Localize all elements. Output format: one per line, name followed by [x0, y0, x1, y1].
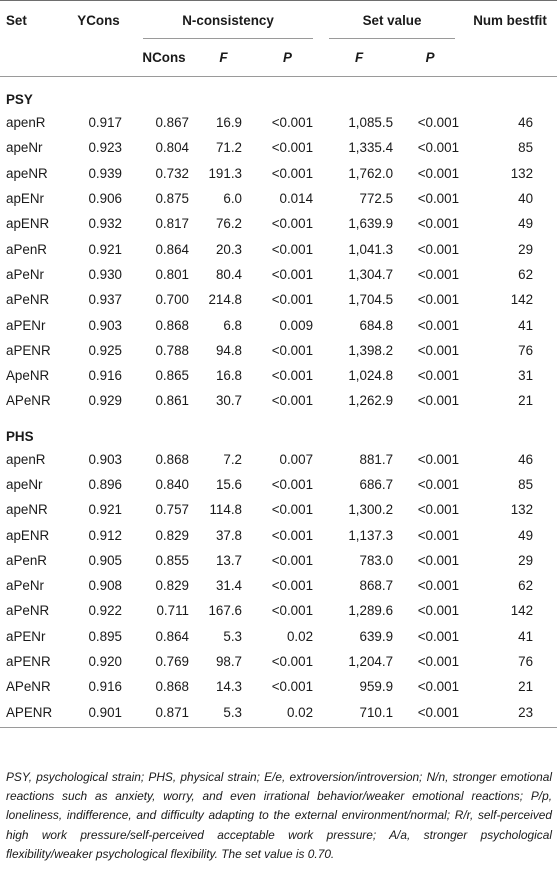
cell-set-p: <0.001 [417, 216, 460, 232]
cell-ycons: 0.905 [88, 552, 122, 568]
cell-set: apENR [6, 216, 50, 232]
table-row [0, 700, 557, 728]
cell-n-f: 30.7 [215, 393, 242, 409]
header-num-bestfit: Num bestfit [473, 12, 547, 28]
table-row [0, 548, 557, 573]
table-row [0, 287, 557, 312]
cell-n-p: 0.02 [254, 700, 321, 728]
cell-ycons: 0.923 [88, 140, 122, 156]
cell-set-f: 1,639.9 [348, 216, 394, 232]
cell-ncons: 0.865 [155, 368, 189, 384]
cell-n-f: 80.4 [215, 266, 242, 282]
cell-set-p: <0.001 [417, 241, 460, 257]
cell-n-p: <0.001 [271, 266, 314, 282]
cell-ycons: 0.921 [88, 241, 122, 257]
table-row [0, 388, 557, 413]
section-row [0, 77, 557, 111]
cell-set-p: <0.001 [417, 679, 460, 695]
cell-set-f: 783.0 [359, 552, 394, 568]
cell-ycons: 0.939 [88, 165, 122, 181]
header-n-p: P [283, 50, 292, 65]
cell-n-p: 0.014 [279, 191, 314, 207]
cell-num-bestfit: 23 [463, 700, 557, 728]
cell-n-f: 37.8 [215, 527, 242, 543]
cell-set-p: <0.001 [417, 266, 460, 282]
table-row [0, 649, 557, 674]
cell-ncons: 0.801 [155, 266, 189, 282]
cell-set-f: 868.7 [359, 578, 394, 594]
cell-ncons: 0.864 [155, 241, 189, 257]
cell-n-f: 6.0 [223, 191, 242, 207]
table-row [0, 363, 557, 388]
cell-set: aPenR [6, 241, 47, 257]
cell-ycons: 0.920 [88, 654, 122, 670]
group-rule [329, 38, 455, 39]
table-row [0, 573, 557, 598]
cell-num-bestfit: 41 [518, 628, 534, 644]
cell-set: aPENR [6, 654, 51, 670]
cell-ncons: 0.711 [156, 603, 189, 619]
cell-n-p: <0.001 [271, 679, 314, 695]
cell-set-f: 1,262.9 [348, 393, 394, 409]
table-row [0, 262, 557, 287]
cell-set-p: <0.001 [417, 527, 460, 543]
cell-num-bestfit: 85 [518, 140, 534, 156]
cell-num-bestfit: 62 [518, 266, 534, 282]
cell-ycons: 0.921 [88, 502, 122, 518]
cell-n-p: <0.001 [271, 603, 314, 619]
cell-n-p: 0.007 [279, 451, 314, 467]
cell-set: aPENr [6, 628, 46, 644]
cell-set-f: 686.7 [359, 477, 394, 492]
table-row [0, 674, 557, 699]
cell-num-bestfit: 21 [518, 393, 534, 409]
cell-n-p: <0.001 [271, 393, 314, 409]
cell-set-f: 639.9 [359, 628, 394, 644]
cell-n-f: 15.6 [215, 477, 242, 492]
header-set-f: F [354, 50, 364, 65]
table-row [0, 624, 557, 649]
cell-num-bestfit: 49 [518, 527, 534, 543]
cell-set-p: <0.001 [417, 477, 460, 492]
cell-n-f: 6.8 [223, 317, 242, 333]
cell-set-f: 1,398.2 [348, 342, 394, 358]
header-ycons: YCons [77, 12, 120, 28]
header-set-value [321, 1, 463, 40]
table-row [0, 447, 557, 472]
cell-set-f: 1,085.5 [348, 115, 394, 131]
cell-ncons: 0.840 [155, 477, 189, 492]
cell-n-p: <0.001 [271, 342, 314, 358]
cell-n-f: 214.8 [208, 292, 242, 308]
cell-n-f: 16.8 [215, 368, 242, 384]
cell-ycons: 0.932 [88, 216, 122, 232]
cell-n-f: 20.3 [215, 241, 242, 257]
cell-ncons: 0.875 [155, 191, 189, 207]
cell-set-p: <0.001 [397, 700, 463, 728]
cell-ncons: 0.732 [155, 165, 189, 181]
cell-n-f: 7.2 [223, 451, 242, 467]
cell-ycons: 0.906 [88, 191, 122, 207]
cell-set-p: <0.001 [417, 191, 460, 207]
cell-num-bestfit: 29 [518, 552, 534, 568]
cell-set: aPeNR [6, 292, 50, 308]
header-n-f: F [219, 50, 228, 65]
cell-ycons: 0.903 [88, 451, 122, 467]
cell-set: aPENR [6, 342, 51, 358]
cell-n-f: 98.7 [215, 654, 242, 670]
cell-num-bestfit: 62 [518, 578, 534, 594]
cell-ncons: 0.868 [155, 451, 189, 467]
cell-num-bestfit: 76 [518, 654, 534, 670]
cell-ycons: 0.908 [88, 578, 122, 594]
cell-num-bestfit: 46 [518, 115, 534, 131]
table-row [0, 338, 557, 363]
cell-set: apeNR [6, 502, 48, 518]
group-rule [143, 38, 313, 39]
cell-set-p: <0.001 [417, 165, 460, 181]
cell-set-p: <0.001 [417, 317, 460, 333]
cell-ncons: 0.804 [155, 140, 189, 156]
cell-n-f: 16.9 [215, 115, 242, 131]
cell-ncons: 0.871 [135, 700, 193, 728]
cell-set-f: 1,289.6 [348, 603, 394, 619]
cell-n-f: 5.3 [193, 700, 254, 728]
cell-set-f: 959.9 [359, 679, 394, 695]
cell-set: aPENr [6, 317, 46, 333]
cell-n-p: <0.001 [271, 578, 314, 594]
cell-ncons: 0.817 [155, 216, 189, 232]
header-set-value-label: Set value [362, 12, 422, 28]
cell-num-bestfit: 142 [510, 603, 534, 619]
cell-num-bestfit: 31 [518, 368, 534, 384]
header-blank [463, 39, 557, 77]
cell-set-p: <0.001 [417, 140, 460, 156]
cell-ycons: 0.916 [88, 679, 122, 695]
cell-n-f: 71.2 [215, 140, 242, 156]
section-row [0, 414, 557, 447]
table-body [0, 77, 557, 728]
cell-num-bestfit: 41 [518, 317, 534, 333]
cell-set-p: <0.001 [417, 502, 460, 518]
cell-num-bestfit: 46 [518, 451, 534, 467]
cell-ncons: 0.868 [155, 679, 189, 695]
header-set-p: P [425, 50, 435, 65]
cell-num-bestfit: 132 [510, 165, 534, 181]
cell-ncons: 0.864 [155, 628, 189, 644]
table-row [0, 312, 557, 337]
cell-ncons: 0.855 [155, 552, 189, 568]
cell-set: APeNR [6, 679, 51, 695]
cell-set-p: <0.001 [417, 628, 460, 644]
cell-set-p: <0.001 [417, 368, 460, 384]
cell-ncons: 0.757 [155, 502, 189, 518]
cell-num-bestfit: 76 [518, 342, 534, 358]
header-blank [0, 39, 62, 77]
header-n-consistency-label: N-consistency [182, 12, 274, 28]
table-header [0, 1, 557, 77]
table-row [0, 598, 557, 623]
cell-set: apeNR [6, 165, 48, 181]
cell-set-p: <0.001 [417, 292, 460, 308]
cell-num-bestfit: 49 [518, 216, 534, 232]
cell-set-p: <0.001 [417, 603, 460, 619]
cell-num-bestfit: 29 [518, 241, 534, 257]
cell-set-f: 710.1 [321, 700, 397, 728]
cell-ycons: 0.895 [88, 628, 122, 644]
header-blank [62, 39, 135, 77]
cell-ycons: 0.937 [88, 292, 122, 308]
cell-set-f: 1,204.7 [348, 654, 394, 670]
cell-ycons: 0.903 [88, 317, 122, 333]
cell-ycons: 0.912 [88, 527, 122, 543]
cell-num-bestfit: 85 [518, 477, 534, 492]
cell-set-p: <0.001 [417, 654, 460, 670]
cell-n-f: 114.8 [209, 502, 242, 518]
table-row [0, 161, 557, 186]
cell-set: aPeNr [6, 578, 44, 594]
cell-ncons: 0.861 [155, 393, 189, 409]
cell-n-p: <0.001 [271, 527, 314, 543]
cell-n-p: <0.001 [271, 477, 314, 492]
cell-n-p: <0.001 [271, 216, 314, 232]
cell-set-f: 1,304.7 [348, 266, 394, 282]
cell-set: apENR [6, 527, 50, 543]
cell-n-p: 0.02 [286, 628, 314, 644]
cell-set: aPeNr [6, 266, 44, 282]
cell-ycons: 0.896 [88, 477, 122, 492]
cell-n-f: 167.6 [208, 603, 242, 619]
cell-n-f: 5.3 [223, 628, 242, 644]
cell-n-p: <0.001 [271, 165, 314, 181]
cell-set-p: <0.001 [417, 552, 460, 568]
cell-num-bestfit: 142 [510, 292, 534, 308]
table-row [0, 186, 557, 211]
cell-ncons: 0.829 [155, 578, 189, 594]
cell-ycons: 0.929 [88, 393, 122, 409]
cell-set-p: <0.001 [417, 115, 460, 131]
cell-set: apeNr [6, 477, 43, 492]
cell-set-f: 772.5 [359, 191, 394, 207]
cell-n-p: <0.001 [271, 241, 314, 257]
cell-n-f: 191.3 [208, 165, 242, 181]
cell-ycons: 0.916 [88, 368, 122, 384]
cell-set: apenR [6, 451, 46, 467]
cell-set: aPeNR [6, 603, 50, 619]
cell-set-f: 1,024.8 [348, 368, 394, 384]
cell-set: ApeNR [6, 368, 50, 384]
cell-set-f: 1,300.2 [348, 502, 394, 518]
cell-ycons: 0.925 [88, 342, 122, 358]
table-row [0, 472, 557, 497]
cell-n-f: 14.3 [215, 679, 242, 695]
cell-n-f: 31.4 [215, 578, 242, 594]
cell-n-f: 94.8 [215, 342, 242, 358]
cell-n-p: 0.009 [279, 317, 314, 333]
table-row [0, 236, 557, 261]
cell-ycons: 0.901 [62, 700, 135, 728]
cell-set-f: 1,762.0 [348, 165, 394, 181]
header-n-consistency [135, 1, 321, 40]
cell-set: APENR [0, 700, 62, 728]
table-row [0, 135, 557, 160]
cell-n-p: <0.001 [271, 502, 314, 518]
cell-num-bestfit: 21 [518, 679, 534, 695]
cell-ncons: 0.769 [155, 654, 189, 670]
table-row [0, 110, 557, 135]
cell-n-p: <0.001 [271, 368, 314, 384]
table-row [0, 522, 557, 547]
cell-set: apenR [6, 115, 46, 131]
cell-set-f: 1,041.3 [348, 241, 394, 257]
cell-set-p: <0.001 [417, 451, 460, 467]
header-ncons: NCons [142, 50, 186, 65]
cell-num-bestfit: 40 [518, 191, 534, 207]
section-label: PHS [6, 428, 34, 444]
cell-n-p: <0.001 [271, 140, 314, 156]
cell-n-f: 76.2 [215, 216, 242, 232]
cell-set-f: 881.7 [359, 451, 394, 467]
table-row [0, 497, 557, 522]
cell-n-p: <0.001 [271, 115, 314, 131]
cell-set: APeNR [6, 393, 51, 409]
table-row [0, 211, 557, 236]
cell-num-bestfit: 132 [510, 502, 534, 518]
cell-ycons: 0.917 [88, 115, 122, 131]
cell-ncons: 0.867 [155, 115, 189, 131]
cell-ncons: 0.700 [155, 292, 189, 308]
cell-n-p: <0.001 [271, 552, 314, 568]
cell-n-p: <0.001 [271, 654, 314, 670]
cell-n-p: <0.001 [271, 292, 314, 308]
cell-set: aPenR [6, 552, 47, 568]
cell-ycons: 0.930 [88, 266, 122, 282]
cell-set-f: 684.8 [359, 317, 394, 333]
cell-set-p: <0.001 [417, 393, 460, 409]
cell-set-f: 1,704.5 [348, 292, 394, 308]
cell-set-f: 1,335.4 [348, 140, 394, 156]
table-footnote: PSY, psychological strain; PHS, physical strain; E/e, extroversion/introversion; N/n, stronger emotional reactions such as anxiety, worry, and even irrational behavior/weaker emotional reactions; P/p, loneliness, indifference, and difficulty adapting to the external environment/normal; R/r, self-perceived high work pressure/self-perceived acceptable work pressure; A/a, stronger psychological flexibility/weaker psychological flexibility. The set value is 0.70. [6, 770, 552, 861]
header-set: Set [6, 12, 27, 28]
cell-ncons: 0.788 [155, 342, 189, 358]
cell-set: apeNr [6, 140, 43, 156]
cell-n-f: 13.7 [215, 552, 242, 568]
cell-set: apENr [6, 191, 44, 207]
cell-set-p: <0.001 [417, 342, 460, 358]
cell-ncons: 0.829 [155, 527, 189, 543]
section-label: PSY [6, 92, 33, 107]
cell-ncons: 0.868 [155, 317, 189, 333]
cell-ycons: 0.922 [88, 603, 122, 619]
cell-set-f: 1,137.3 [348, 527, 394, 543]
cell-set-p: <0.001 [417, 578, 460, 594]
